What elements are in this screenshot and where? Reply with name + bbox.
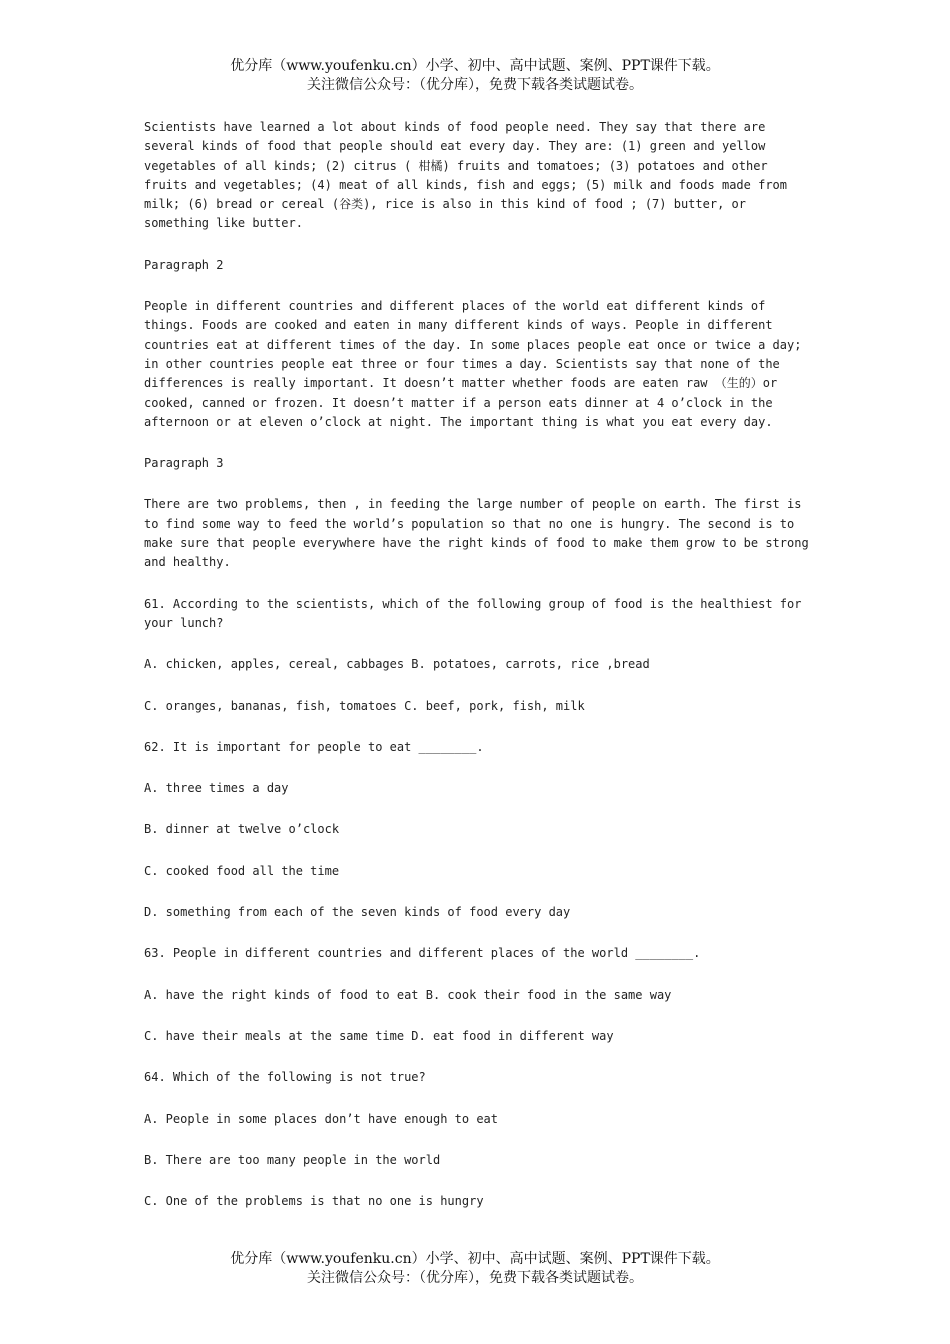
question-61-options-ab: A. chicken, apples, cereal, cabbages B. potatoes, carrots, rice ,bread — [144, 657, 650, 672]
question-63-options-ab: A. have the right kinds of food to eat B. cook their food in the same way — [144, 987, 672, 1002]
header-line-1: 优分库（www.youfenku.cn）小学、初中、高中试题、案例、PPT课件下载。 — [230, 58, 720, 74]
footer-line-1: 优分库（www.youfenku.cn）小学、初中、高中试题、案例、PPT课件下载。 — [230, 1251, 720, 1267]
question-61-options-cd: C. oranges, bananas, fish, tomatoes C. beef, pork, fish, milk — [144, 698, 585, 713]
paragraph-2-text: People in different countries and different places of the world eat different kinds of things. Foods are cooked and eaten in many different kinds of ways. People in different countries eat at different times of the day. In some places people eat once or twice a day; in other countries people eat three or four times a day. Scientists say that none of the differences is really important. It doesn’t matter whether foods are eaten raw （生的）or cooked, canned or frozen. It doesn’t matter if a person eats dinner at 4 o’clock in the afternoon or at eleven o’clock at night. The important thing is what you eat every day. — [144, 299, 802, 429]
paragraph-1-text: Scientists have learned a lot about kinds of food people need. They say that there are several kinds of food that people should eat every day. They are: (1) green and yellow vegetables of all kinds; (2) citrus ( 柑橘) fruits and tomatoes; (3) potatoes and other fruits and vegetables; (4) meat of all kinds, fish and eggs; (5) milk and foods made from milk; (6) bread or cereal (谷类), rice is also in this kind of food ; (7) butter, or something like butter. — [144, 120, 787, 231]
header-line-2: 关注微信公众号：（优分库），免费下载各类试题试卷。 — [307, 77, 643, 93]
question-64-option-c: C. One of the problems is that no one is hungry — [144, 1194, 484, 1209]
question-64-option-b: B. There are too many people in the world — [144, 1152, 441, 1167]
page-footer — [0, 1250, 950, 1288]
question-64: 64. Which of the following is not true? — [144, 1070, 426, 1085]
question-62: 62. It is important for people to eat ________. — [144, 739, 484, 754]
question-63-options-cd: C. have their meals at the same time D. eat food in different way — [144, 1028, 614, 1043]
page-header — [0, 57, 950, 95]
question-62-option-c: C. cooked food all the time — [144, 863, 340, 878]
paragraph-3-heading: Paragraph 3 — [144, 456, 224, 471]
question-62-option-b: B. dinner at twelve o’clock — [144, 822, 340, 837]
question-62-option-d: D. something from each of the seven kinds of food every day — [144, 905, 571, 920]
paragraph-2-heading: Paragraph 2 — [144, 257, 224, 272]
question-61: 61. According to the scientists, which of the following group of food is the healthiest for your lunch? — [144, 596, 802, 630]
document-body — [144, 118, 824, 1233]
footer-line-2: 关注微信公众号：（优分库），免费下载各类试题试卷。 — [307, 1270, 643, 1286]
paragraph-3-text: There are two problems, then , in feeding the large number of people on earth. The first is to find some way to feed the world’s population so that no one is hungry. The second is to make sure that people everywhere have the right kinds of food to make them grow to be strong and healthy. — [144, 497, 809, 570]
question-62-option-a: A. three times a day — [144, 781, 289, 796]
question-63: 63. People in different countries and different places of the world ________. — [144, 946, 701, 961]
question-64-option-a: A. People in some places don’t have enough to eat — [144, 1111, 499, 1126]
